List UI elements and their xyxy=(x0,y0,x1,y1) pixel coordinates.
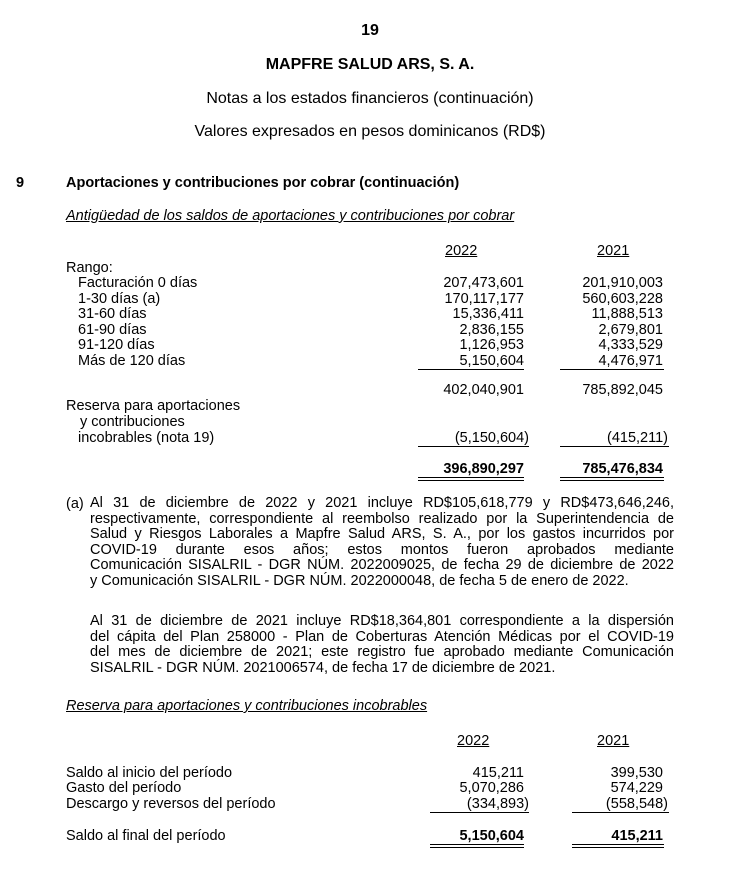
aging-row-label: Facturación 0 días xyxy=(78,275,198,291)
reserve-row-2022: 415,211 xyxy=(472,765,524,781)
final-double-rule-2021-b xyxy=(572,847,664,848)
aging-row-2022: 207,473,601 xyxy=(443,275,524,291)
aging-heading: Antigüedad de los saldos de aportaciones y contribuciones por cobrar xyxy=(66,208,515,224)
note-a-p2-line: SISALRIL - DGR NÚM. 2021006574, de fecha 17 de diciembre de 2021. xyxy=(90,659,556,676)
reserve-row-2022: 5,070,286 xyxy=(459,780,524,796)
reserve-row-2021: (558,548) xyxy=(605,796,668,812)
section-title: Aportaciones y contribuciones por cobrar (continuación) xyxy=(66,175,460,191)
note-a-p1-line: COVID-19 durante esos años; estos montos fueron aprobados mediante xyxy=(90,541,674,558)
note-a-marker: (a) xyxy=(66,496,84,512)
final-double-rule-2022-b xyxy=(430,847,524,848)
total-double-rule-2022-b xyxy=(418,480,524,481)
aging-row-2022: 170,117,177 xyxy=(444,291,524,307)
section-number: 9 xyxy=(16,175,25,191)
aging-row-2021: 201,910,003 xyxy=(582,275,663,291)
aging-row-2022: 15,336,411 xyxy=(452,306,524,322)
aging-subtotal-2022: 402,040,901 xyxy=(443,382,524,398)
reserve-col-2021: 2021 xyxy=(597,733,630,749)
note-a-p2-line: Al 31 de diciembre de 2021 incluye RD$18,364,801 correspondiente a la dispersión xyxy=(90,613,674,629)
final-double-rule-2021-a xyxy=(572,844,664,845)
aging-row-2022: 5,150,604 xyxy=(459,353,524,369)
note-a-paragraph-1 xyxy=(90,496,674,589)
reserve-rule-2022 xyxy=(418,446,529,447)
reserve-row-label: Descargo y reversos del período xyxy=(66,796,276,812)
aging-col-2022: 2022 xyxy=(445,243,478,259)
company-name: MAPFRE SALUD ARS, S. A. xyxy=(265,56,475,73)
page-subtitle: Notas a los estados financieros (continuación) xyxy=(206,90,534,107)
reserve-final-2022: 5,150,604 xyxy=(459,828,524,844)
aging-row-label: 91-120 días xyxy=(78,337,155,353)
reserve-rule-2021 xyxy=(560,446,669,447)
aging-row-label: 1-30 días (a) xyxy=(78,291,161,307)
aging-row-2021: 4,333,529 xyxy=(598,337,663,353)
final-double-rule-2022-a xyxy=(430,844,524,845)
reserve-label-line1: Reserva para aportaciones xyxy=(66,398,241,414)
aging-total-2022: 396,890,297 xyxy=(443,461,524,477)
currency-note: Valores expresados en pesos dominicanos (RD$) xyxy=(194,123,546,140)
note-a-p2-line: del mes de diciembre de 2021; este registro fue aprobado mediante Comunicación xyxy=(90,644,674,660)
reserve-final-2021: 415,211 xyxy=(611,828,663,844)
aging-row-2021: 11,888,513 xyxy=(591,306,663,322)
reserve-row-label: Gasto del período xyxy=(66,780,182,796)
reserve-col-2022: 2022 xyxy=(457,733,490,749)
reserve-row-label: Saldo al inicio del período xyxy=(66,765,233,781)
total-double-rule-2021-b xyxy=(560,480,664,481)
total-double-rule-2022-a xyxy=(418,477,524,478)
aging-row-2022: 2,836,155 xyxy=(459,322,524,338)
reserve-2021: (415,211) xyxy=(607,430,668,446)
reserve-rule-2022 xyxy=(430,812,529,813)
reserve-row-2022: (334,893) xyxy=(466,796,529,812)
aging-row-label: Más de 120 días xyxy=(78,353,186,369)
reserve-row-2021: 399,530 xyxy=(610,765,663,781)
note-a-p1-line: Salud y Riesgos Laborales a Mapfre Salud ARS, S. A., por los gastos incurridos por xyxy=(90,526,674,542)
aging-row-label: 31-60 días xyxy=(78,306,147,322)
reserve-rule-2021 xyxy=(572,812,669,813)
reserve-final-label: Saldo al final del período xyxy=(66,828,226,844)
aging-total-2021: 785,476,834 xyxy=(582,461,663,477)
reserve-label-line3: incobrables (nota 19) xyxy=(78,430,215,446)
page-number: 19 xyxy=(361,22,379,39)
aging-row-2021: 560,603,228 xyxy=(582,291,663,307)
note-a-p1-line: Comunicación SISALRIL - DGR NÚM. 2022009025, de fecha 29 de diciembre de 2022 xyxy=(90,557,674,573)
reserve-row-2021: 574,229 xyxy=(610,780,663,796)
aging-col-2021: 2021 xyxy=(597,243,630,259)
range-label: Rango: xyxy=(66,260,113,276)
aging-row-label: 61-90 días xyxy=(78,322,147,338)
aging-subtotal-2021: 785,892,045 xyxy=(582,382,663,398)
aging-row-2022: 1,126,953 xyxy=(459,337,524,353)
note-a-p1-line: respectivamente, correspondiente al reembolso realizado por la Superintendencia de xyxy=(90,510,674,527)
note-a-p2-line: del cápita del Plan 258000 - Plan de Coberturas Atención Médicas por el COVID-19 xyxy=(90,628,674,645)
subtotal-rule-2022 xyxy=(418,369,524,370)
aging-row-2021: 4,476,971 xyxy=(598,353,663,369)
aging-row-2021: 2,679,801 xyxy=(598,322,663,338)
reserve-heading: Reserva para aportaciones y contribuciones incobrables xyxy=(66,698,428,714)
reserve-2022: (5,150,604) xyxy=(454,430,529,446)
reserve-label-line2: y contribuciones xyxy=(80,414,185,430)
note-a-p1-line: y Comunicación SISALRIL - DGR NÚM. 2022000048, de fecha 5 de enero de 2022. xyxy=(90,572,629,589)
note-a-paragraph-2 xyxy=(90,614,674,676)
subtotal-rule-2021 xyxy=(560,369,664,370)
total-double-rule-2021-a xyxy=(560,477,664,478)
note-a-p1-line: Al 31 de diciembre de 2022 y 2021 incluye RD$105,618,779 y RD$473,646,246, xyxy=(90,495,674,511)
